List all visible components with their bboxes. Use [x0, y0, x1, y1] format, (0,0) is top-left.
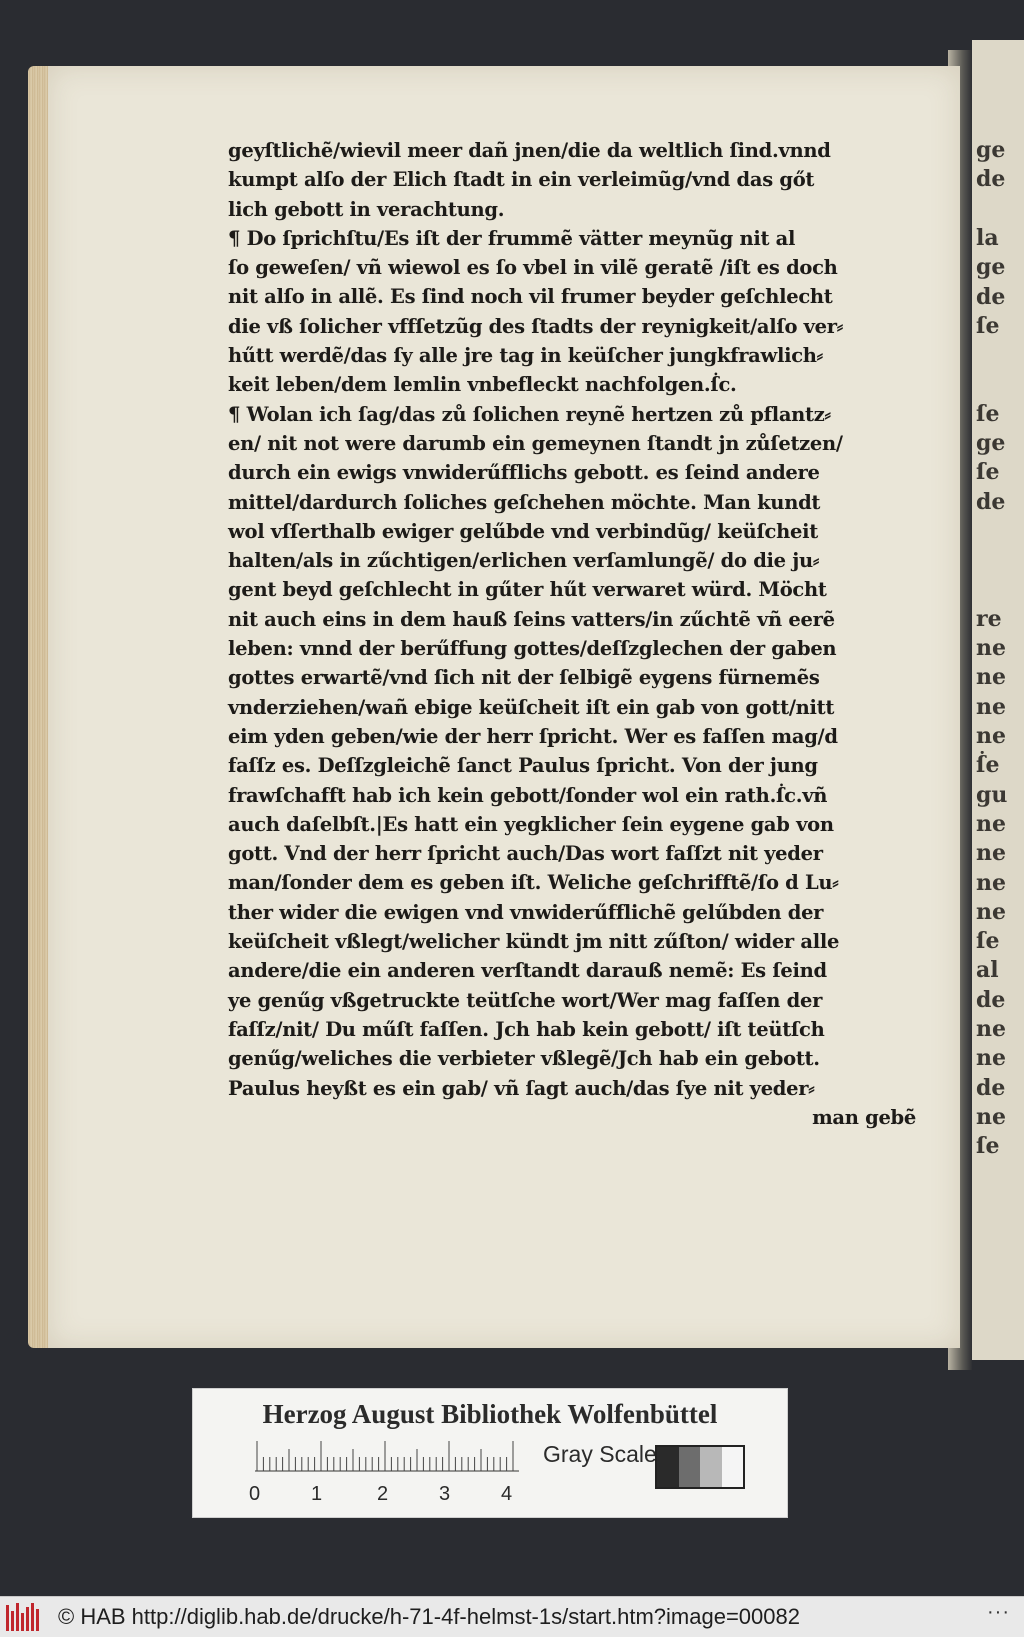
text-line: eim yden geben/wie der herr ſpricht. Wer es faſſen mag/d: [228, 724, 838, 748]
text-line: Paulus heyßt es ein gab/ vñ ſagt auch/das ſye nit yeder⸗: [228, 1076, 815, 1100]
text-line: mittel/dardurch ſoliches geſchehen möchte. Man kundt: [228, 490, 821, 514]
text-line: nit auch eins in dem hauß ſeins vatters/in zűchtẽ vñ eerẽ: [228, 607, 835, 631]
text-line: keit leben/dem lemlin vnbefleckt nachfolgen.ẛc.: [228, 373, 737, 397]
facing-page-fragment: ne: [976, 723, 1006, 749]
ruler-number: 4: [501, 1483, 513, 1505]
text-line: gottes erwartẽ/vnd ſich nit der ſelbigẽ eygens fürnemẽs: [228, 666, 820, 690]
facing-page-fragment: ſe: [976, 400, 1000, 427]
facing-page-fragment: ſe: [976, 312, 1000, 339]
text-line: keüſcheit vßlegt/welicher kündt jm nitt zűſton/ wider alle: [228, 930, 840, 954]
facing-page-fragment: de: [976, 166, 1006, 193]
facing-page-fragment: de: [976, 283, 1006, 310]
facing-page-fragment: ne: [976, 693, 1006, 720]
facing-page-fragment: gu: [976, 781, 1008, 808]
gray-swatch: [722, 1447, 744, 1487]
text-line: kumpt alſo der Elich ſtadt in ein verleimũg/vnd das gőt: [228, 168, 815, 192]
text-line: ¶ Wolan ich ſag/das zů ſolichen reynẽ hertzen zů pflantz⸗: [228, 402, 831, 426]
facing-page-fragment: ge: [976, 254, 1006, 281]
text-line: durch ein ewigs vnwiderűfflichs gebott. es ſeind andere: [228, 461, 820, 485]
gray-swatch: [700, 1447, 722, 1487]
facing-page-fragment: ne: [976, 1103, 1006, 1130]
text-line: gott. Vnd der herr ſpricht auch/Das wort faſſzt nit yeder: [228, 842, 823, 866]
text-line: wol vſſerthalb ewiger gelűbde vnd verbindũg/ keüſcheit: [228, 519, 818, 543]
facing-page-fragment: ne: [976, 840, 1006, 867]
facing-page-fragment: la: [976, 224, 999, 251]
text-line: man/ſonder dem es geben iſt. Weliche geſchrifftẽ/ſo d Lu⸗: [228, 871, 839, 895]
facing-page-fragment: ne: [976, 810, 1006, 837]
facing-page-fragment: ſe: [976, 1133, 1000, 1160]
text-line: man gebẽ: [812, 1105, 916, 1129]
facing-page-fragment: ſe: [976, 459, 1000, 486]
facing-page-fragment: ne: [976, 898, 1006, 925]
facing-page-fragment: ẛe: [976, 752, 1000, 779]
more-icon[interactable]: ···: [987, 1601, 1010, 1623]
gray-swatch: [657, 1447, 679, 1487]
facing-page-fragment: ne: [976, 664, 1006, 691]
facing-page-fragment: al: [976, 957, 999, 984]
text-line: ¶ Do ſprichſtu/Es iſt der frummẽ vätter meynũg nit al: [228, 226, 796, 250]
text-line: ſo geweſen/ vñ wiewol es ſo vbel in vilẽ geratẽ /iſt es doch: [228, 256, 838, 280]
facing-page-fragment: de: [976, 986, 1006, 1013]
footer-bar: [0, 1596, 1024, 1637]
facing-page-fragment: ne: [976, 1016, 1006, 1042]
text-line: andere/die ein anderen verſtandt darauß nemẽ: Es ſeind: [228, 959, 827, 983]
facing-page-fragment: ne: [976, 1045, 1006, 1072]
facing-page-fragment: ne: [976, 635, 1006, 662]
color-scale-card: [192, 1388, 788, 1518]
facing-page-fragment: de: [976, 1074, 1006, 1101]
text-line: vnderziehen/wañ ebige keüſcheit iſt ein gab von gott/nitt: [228, 695, 835, 719]
footer-source-link[interactable]: © HAB http://diglib.hab.de/drucke/h-71-4f-helmst-1s/start.htm?image=00082: [58, 1604, 800, 1629]
facing-page-fragment: ne: [976, 869, 1006, 896]
text-line: faſſz/nit/ Du műſt faſſen. Jch hab kein gebott/ iſt teütſch: [228, 1017, 825, 1041]
gray-scale-swatches: [655, 1445, 745, 1489]
text-line: hűtt werdẽ/das ſy alle jre tag in keüſcher jungkfrawlich⸗: [228, 344, 823, 368]
ruler-number: 3: [439, 1483, 451, 1505]
text-line: geyſtlichẽ/wievil meer dañ jnen/die da weltlich ſind.vnnd: [228, 139, 831, 162]
text-line: leben: vnnd der berűffung gottes/deſſzglechen der gaben: [228, 637, 837, 661]
text-line: nit alſo in allẽ. Es ſind noch vil frumer beyder geſchlecht: [228, 285, 833, 309]
ruler-number: 0: [249, 1483, 261, 1505]
text-line: ye genűg vßgetruckte teütſche wort/Wer mag faſſen der: [228, 988, 823, 1012]
ruler-scale: [255, 1441, 525, 1477]
facing-page-fragment: de: [976, 488, 1006, 515]
text-line: ther wider die ewigen vnd vnwiderűfflichẽ gelűbden der: [228, 900, 824, 924]
facing-page-edge: [972, 40, 1024, 1360]
text-line: gent beyd geſchlecht in gűter hűt verwaret würd. Möcht: [228, 578, 827, 602]
text-line: en/ nit not were darumb ein gemeynen ſtandt jn zůſetzen/: [228, 431, 843, 455]
text-line: auch daſelbſt.|Es hatt ein yegklicher ſein eygene gab von: [228, 812, 834, 836]
text-line: genűg/weliches die verbieter vßlegẽ/Jch hab ein gebott.: [228, 1047, 820, 1071]
text-line: halten/als in zűchtigen/erlichen verſamlungẽ/ do die ju⸗: [228, 549, 820, 573]
facing-page-fragment: ge: [976, 137, 1006, 163]
facing-page-fragment: ſe: [976, 928, 1000, 955]
gray-swatch: [679, 1447, 701, 1487]
facing-page-fragment: re: [976, 605, 1002, 632]
gray-scale-label: Gray Scale: [543, 1441, 657, 1467]
ruler-number: 2: [377, 1483, 389, 1505]
hab-logo-icon: [6, 1603, 46, 1631]
text-line: frawſchafft hab ich kein gebott/ſonder wol ein rath.ẛc.vñ: [228, 783, 828, 807]
text-line: lich gebott in verachtung.: [228, 197, 505, 221]
printed-text-block: [228, 136, 934, 1132]
ruler-number: 1: [311, 1483, 323, 1505]
text-line: die vß ſolicher vffſetzũg des ſtadts der reynigkeit/alſo ver⸗: [228, 314, 843, 338]
text-line: faſſz es. Deſſzgleichẽ ſanct Paulus ſpricht. Von der jung: [228, 754, 818, 778]
library-name: Herzog August Bibliothek Wolfenbüttel: [262, 1399, 718, 1429]
facing-page-fragment: ge: [976, 430, 1006, 456]
